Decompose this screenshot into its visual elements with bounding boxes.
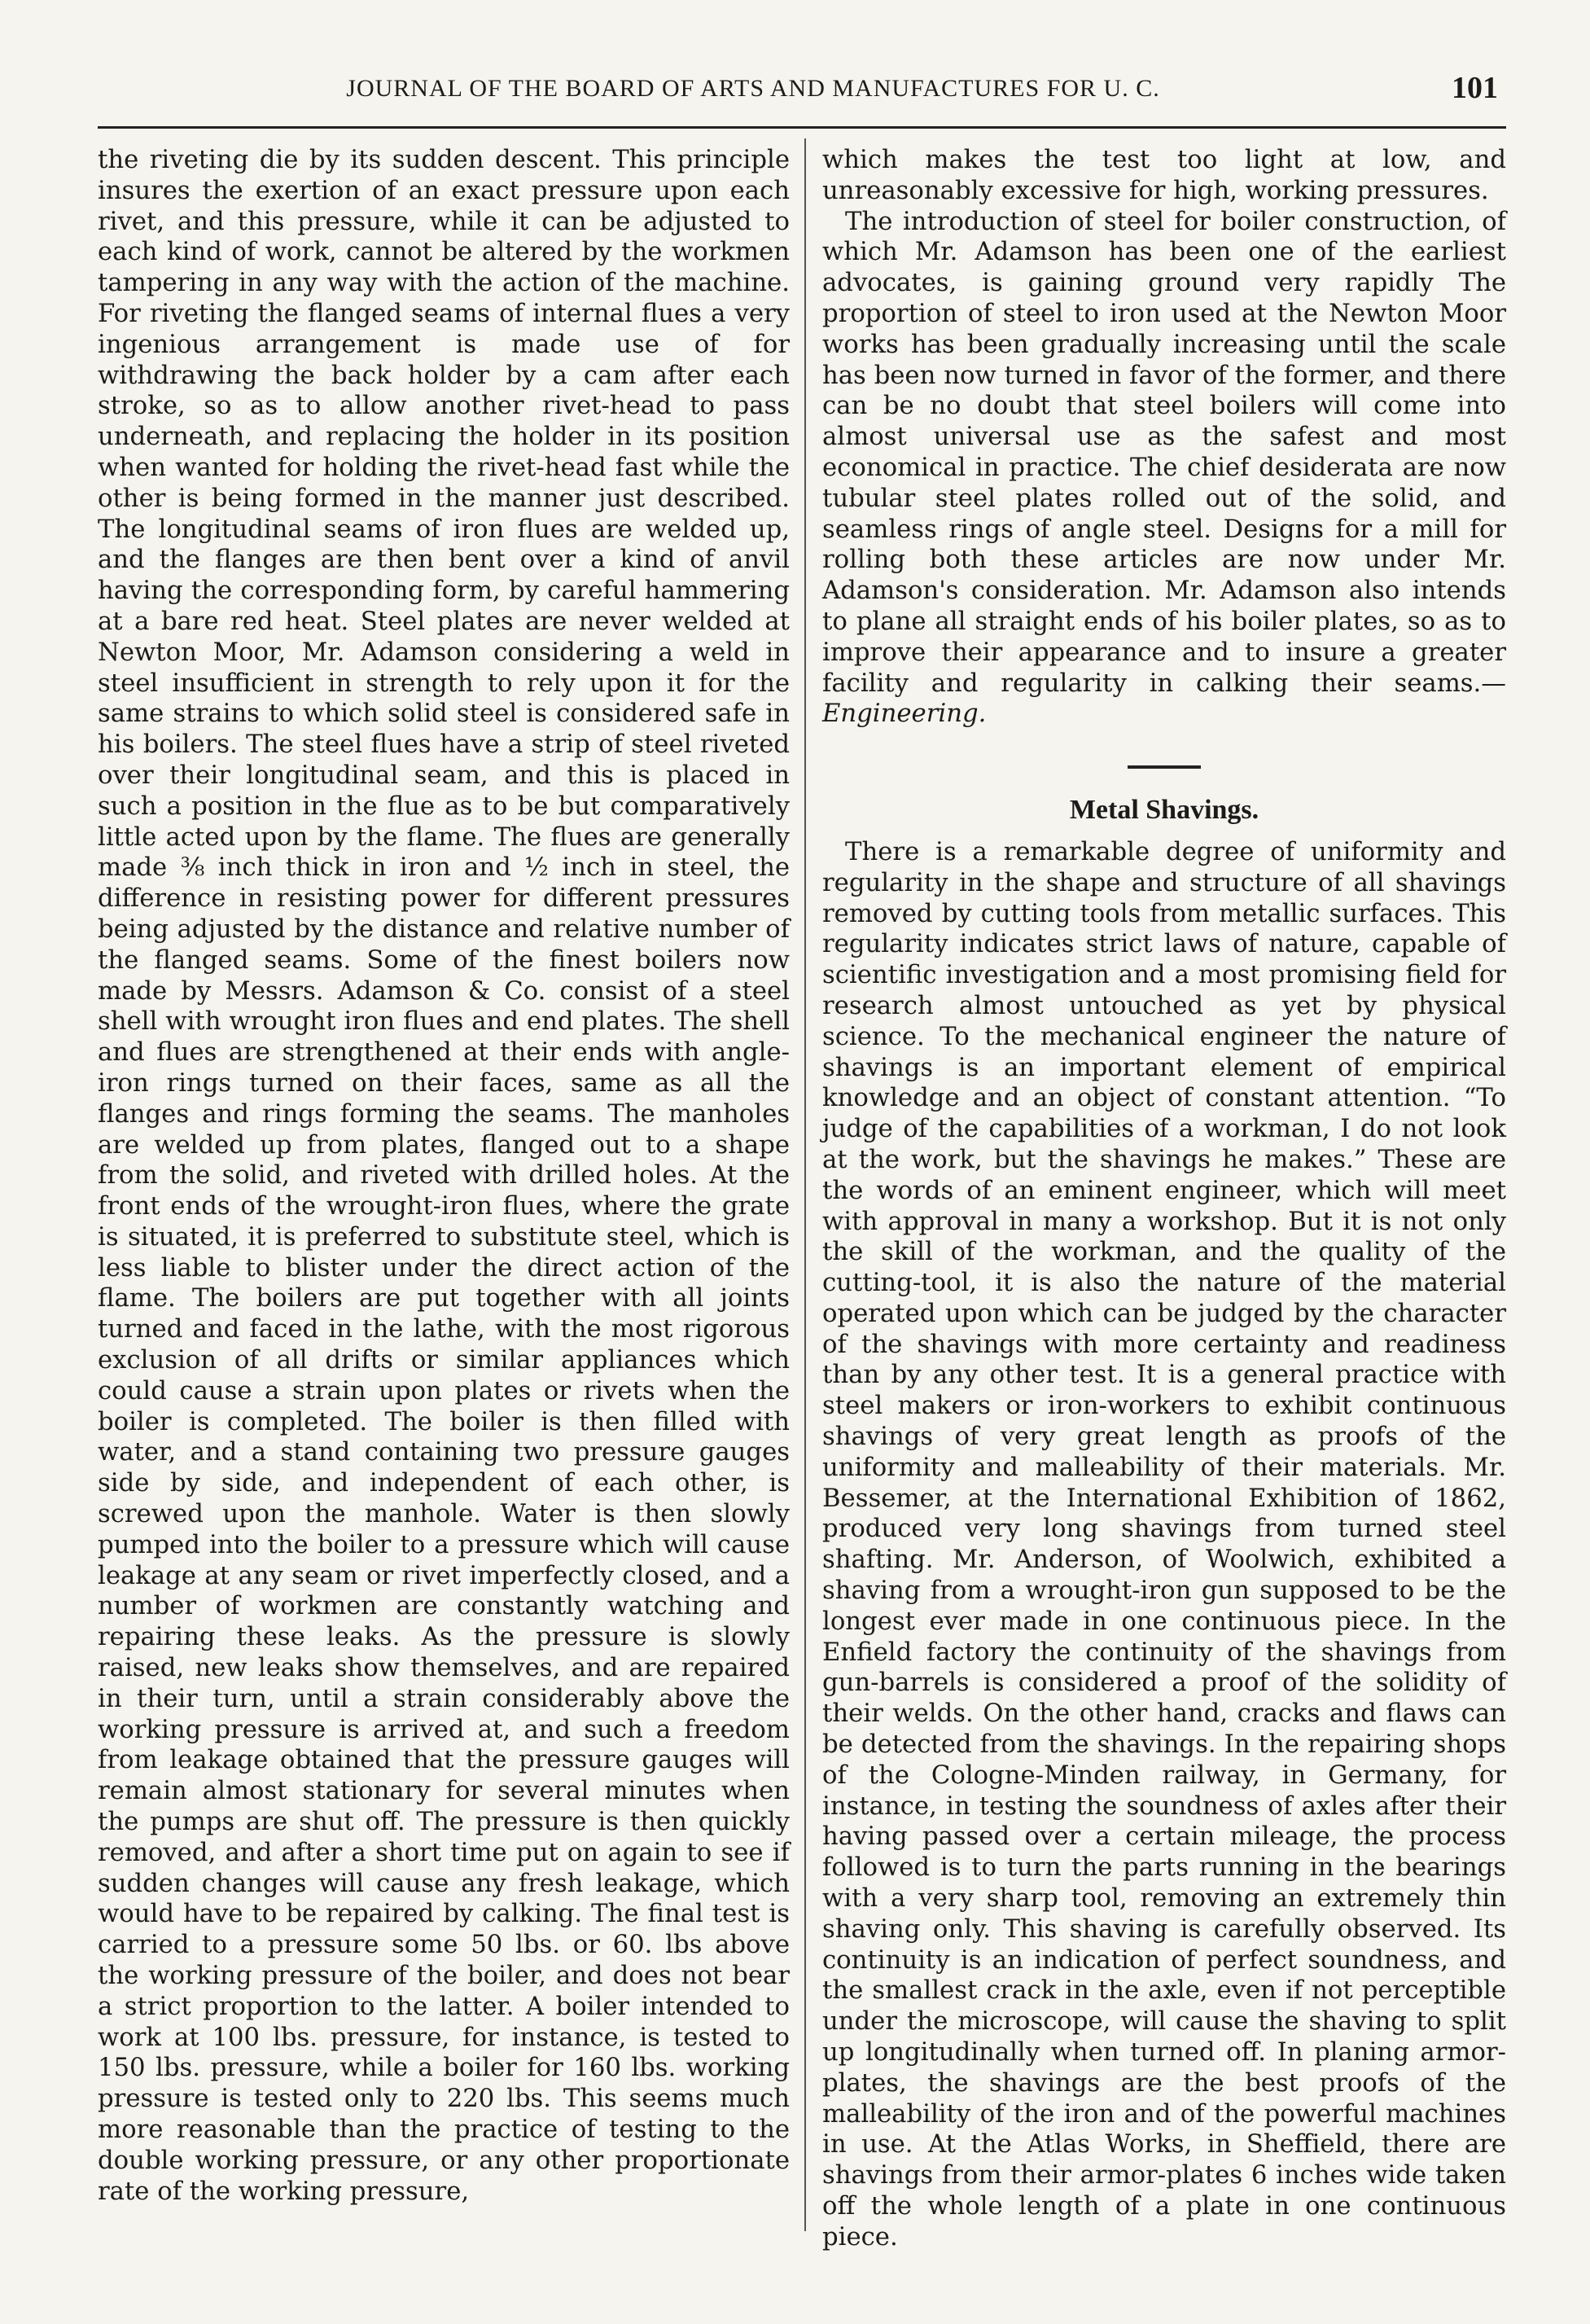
metal-shavings-paragraph: There is a remarkable degree of uniformity and regularity in the shape and structure of all shavings removed by cutting tools from metallic surfaces. This regularity indicates strict laws of nature, capable of scientific investigation and a most promising field for research almost untouched as yet by physical science. To the mechanical engineer the nature of shavings is an important element of empirical knowledge and an object of constant attention. “To judge of the capabilities of a workman, I do not look at the work, but the shavings he makes.” These are the words of an eminent engineer, which will meet with approval in many a workshop. But it is not only the skill of the workman, and the quality of the cutting-tool, it is also the nature of the material operated upon which can be judged by the character of the shavings with more certainty and readiness than by any other test. It is a general practice with steel makers or iron-workers to exhibit continuous shavings of very great length as proofs of the uniformity and malleability of their materials. Mr. Bessemer, at the International Exhibition of 1862, produced very long shavings from turned steel shafting. Mr. Anderson, of Woolwich, exhibited a shaving from a wrought-iron gun supposed to be the longest ever made in one continuous piece. In the Enfield factory the continuity of the shavings from gun-barrels is considered a proof of the solidity of their welds. On the other hand, cracks and flaws can be detected from the shavings. In the repairing shops of the Cologne-Minden railway, in Germany, for instance, in testing the soundness of axles after their having passed over a certain mileage, the process followed is to turn the parts running in the bearings with a very sharp tool, removing an extremely thin shaving only. This shaving is carefully observed. Its continuity is an indication of perfect soundness, and the smallest crack in the axle, even if not perceptible under the microscope, will cause the shaving to split up longitudinally when turned off. In planing armor-plates, the shavings are the best proofs of the malleability of the iron and of the powerful machines in use. At the Atlas Works, in Sheffield, there are shavings from their armor-plates 6 inches wide taken off the whole length of a plate in one continuous piece. [822,837,1506,2252]
steel-paragraph-text: The introduction of steel for boiler construction, of which Mr. Adamson has been one of the earliest advocates, is gaining ground very rapidly The proportion of steel to iron used at the Newton Moor works has been gradually increasing until the scale has been now turned in favor of the former, and there can be no doubt that steel boilers will come into almost universal use as the safest and most economical in practice. The chief desiderata are now tubular steel plates rolled out of the solid, and seamless rings of angle steel. Designs for a mill for rolling both these articles are now under Mr. Adamson's consideration. Mr. Adamson also intends to plane all straight ends of his boiler plates, so as to improve their appearance and to insure a greater facility and regularity in calking their seams.— [822,207,1506,698]
left-column [98,145,790,2207]
continuation-paragraph: which makes the test too light at low, and unreasonably excessive for high, working pressures. [822,146,1506,205]
source-citation: Engineering. [822,699,987,729]
column-divider [804,138,806,2231]
header-rule [98,126,1506,129]
section-title: Metal Shavings. [1069,795,1259,826]
right-column [822,145,1506,2253]
running-head: JOURNAL OF THE BOARD OF ARTS AND MANUFACTURES FOR U. C. [346,75,1160,102]
steel-paragraph [822,207,1506,730]
article-separator [1128,765,1201,769]
page-header [98,71,1506,124]
page-number: 101 [1452,71,1498,105]
left-column-paragraph: the riveting die by its sudden descent. This principle insures the exertion of an exact pressure upon each rivet, and this pressure, while it can be adjusted to each kind of work, cannot be altered by the workmen tampering in any way with the action of the machine. For riveting the flanged seams of internal flues a very ingenious arrangement is made use of for withdrawing the back holder by a cam after each stroke, so as to allow another rivet-head to pass underneath, and replacing the holder in its position when wanted for holding the rivet-head fast while the other is being formed in the manner just described. The longitudinal seams of iron flues are welded up, and the flanges are then bent over a kind of anvil having the corresponding form, by careful hammering at a bare red heat. Steel plates are never welded at Newton Moor, Mr. Adamson considering a weld in steel insufficient in strength to rely upon it for the same strains to which solid steel is considered safe in his boilers. The steel flues have a strip of steel riveted over their longitudinal seam, and this is placed in such a position in the flue as to be but comparatively little acted upon by the flame. The flues are generally made ⅜ inch thick in iron and ½ inch in steel, the difference in resisting power for different pressures being adjusted by the distance and relative number of the flanged seams. Some of the finest boilers now made by Messrs. Adamson & Co. consist of a steel shell with wrought iron flues and end plates. The shell and flues are strengthened at their ends with angle-iron rings turned on their faces, same as all the flanges and rings forming the seams. The manholes are welded up from plates, flanged out to a shape from the solid, and riveted with drilled holes. At the front ends of the wrought-iron flues, where the grate is situated, it is preferred to substitute steel, which is less liable to blister under the direct action of the flame. The boilers are put together with all joints turned and faced in the lathe, with the most rigorous exclusion of all drifts or similar appliances which could cause a strain upon plates or rivets when the boiler is completed. The boiler is then filled with water, and a stand containing two pressure gauges side by side, and independent of each other, is screwed upon the manhole. Water is then slowly pumped into the boiler to a pressure which will cause leakage at any seam or rivet imperfectly closed, and a number of workmen are constantly watching and repairing these leaks. As the pressure is slowly raised, new leaks show themselves, and are repaired in their turn, until a strain considerably above the working pressure is arrived at, and such a freedom from leakage obtained that the pressure gauges will remain almost stationary for several minutes when the pumps are shut off. The pressure is then quickly removed, and after a short time put on again to see if sudden changes will cause any fresh leakage, which would have to be repaired by calking. The final test is carried to a pressure some 50 lbs. or 60. lbs above the working pressure of the boiler, and does not bear a strict proportion to the latter. A boiler intended to work at 100 lbs. pressure, for instance, is tested to 150 lbs. pressure, while a boiler for 160 lbs. working pressure is tested only to 220 lbs. This seems much more reasonable than the practice of testing to the double working pressure, or any other proportionate rate of the working pressure, [98,146,790,2206]
